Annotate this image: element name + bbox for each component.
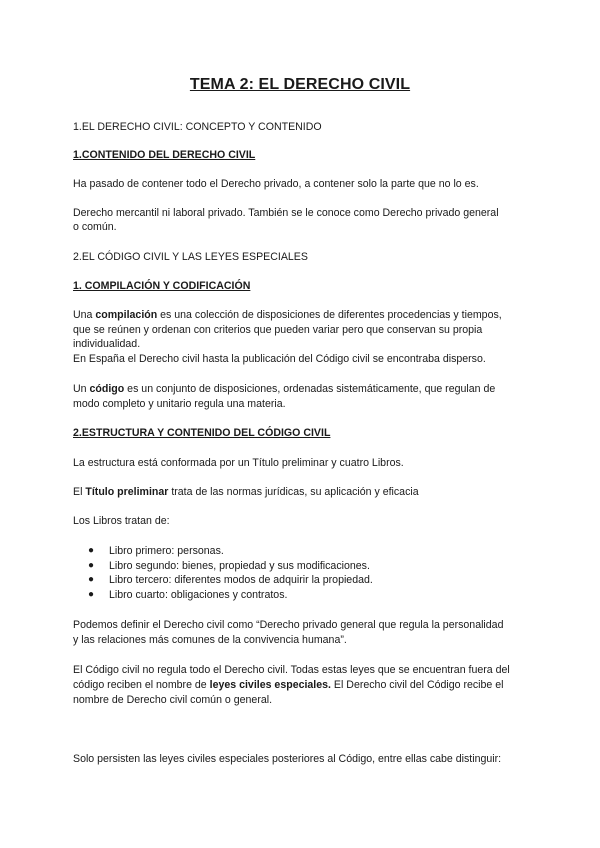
paragraph-espana: En España el Derecho civil hasta la publicación del Código civil se encontraba disperso. <box>73 353 486 365</box>
paragraph-titulo-preliminar <box>73 485 528 500</box>
paragraph-especiales-line1: El Código civil no regula todo el Derecho civil. Todas estas leyes que se encuentran fuera del <box>73 664 510 676</box>
compilacion-term: compilación <box>95 309 158 321</box>
compilacion-rest: es una colección de disposiciones de diferentes procedencias y tiempos, <box>157 309 502 321</box>
libros-list <box>73 544 528 602</box>
especiales-pre: código reciben el nombre de <box>73 679 210 691</box>
list-item-text: Libro cuarto: obligaciones y contratos. <box>109 588 288 601</box>
bullet-icon: ● <box>88 559 95 571</box>
especiales-rest: El Derecho civil del Código recibe el <box>330 679 504 691</box>
paragraph-compilacion-line3: individualidad. <box>73 338 141 350</box>
list-item <box>73 559 528 574</box>
subheading-compilacion: 1. COMPILACIÓN Y CODIFICACIÓN <box>73 280 251 292</box>
paragraph-libros-intro: Los Libros tratan de: <box>73 515 170 527</box>
paragraph-codigo-line1 <box>73 382 528 397</box>
paragraph-contenido-2-line2: o común. <box>73 221 117 233</box>
paragraph-codigo-line2: modo completo y unitario regula una materia. <box>73 398 286 410</box>
list-item-text: Libro tercero: diferentes modos de adquirir la propiedad. <box>109 574 373 587</box>
paragraph-definir-line2: y las relaciones más comunes de la convivencia humana”. <box>73 634 347 646</box>
titulo-rest: trata de las normas jurídicas, su aplicación y eficacia <box>168 486 419 498</box>
subheading-estructura: 2.ESTRUCTURA Y CONTENIDO DEL CÓDIGO CIVIL <box>73 427 331 439</box>
paragraph-especiales-line3: nombre de Derecho civil común o general. <box>73 694 273 706</box>
paragraph-estructura: La estructura está conformada por un Título preliminar y cuatro Libros. <box>73 457 404 469</box>
paragraph-persisten: Solo persisten las leyes civiles especiales posteriores al Código, entre ellas cabe distinguir: <box>73 753 502 765</box>
especiales-term: leyes civiles especiales. <box>209 679 331 691</box>
codigo-rest: es un conjunto de disposiciones, ordenadas sistemáticamente, que regulan de <box>124 383 496 395</box>
compilacion-pre: Una <box>73 309 96 321</box>
list-item <box>73 573 528 588</box>
list-item <box>73 588 528 603</box>
list-item-text: Libro segundo: bienes, propiedad y sus modificaciones. <box>109 559 370 572</box>
paragraph-compilacion-line1 <box>73 308 528 323</box>
codigo-pre: Un <box>73 383 90 395</box>
section-heading-1: 1.EL DERECHO CIVIL: CONCEPTO Y CONTENIDO <box>73 121 322 133</box>
paragraph-compilacion-line2: que se reúnen y ordenan con criterios que pueden variar pero que conservan su propia <box>73 324 483 336</box>
bullet-icon: ● <box>88 574 95 586</box>
paragraph-especiales-line2 <box>73 678 528 693</box>
bullet-icon: ● <box>88 588 95 600</box>
list-item-text: Libro primero: personas. <box>109 545 224 557</box>
subheading-contenido: 1.CONTENIDO DEL DERECHO CIVIL <box>73 149 256 161</box>
paragraph-contenido-2-line1: Derecho mercantil ni laboral privado. También se le conoce como Derecho privado general <box>73 207 499 219</box>
list-item <box>73 544 528 559</box>
page-title: TEMA 2: EL DERECHO CIVIL <box>189 76 411 93</box>
titulo-pre: El <box>73 486 86 498</box>
titulo-term: Título preliminar <box>85 486 169 498</box>
paragraph-contenido-1: Ha pasado de contener todo el Derecho privado, a contener solo la parte que no lo es. <box>73 178 479 190</box>
section-heading-2: 2.EL CÓDIGO CIVIL Y LAS LEYES ESPECIALES <box>73 251 308 263</box>
codigo-term: código <box>89 383 125 395</box>
bullet-icon: ● <box>88 545 95 556</box>
paragraph-definir-line1: Podemos definir el Derecho civil como “Derecho privado general que regula la personalidad <box>73 619 504 631</box>
